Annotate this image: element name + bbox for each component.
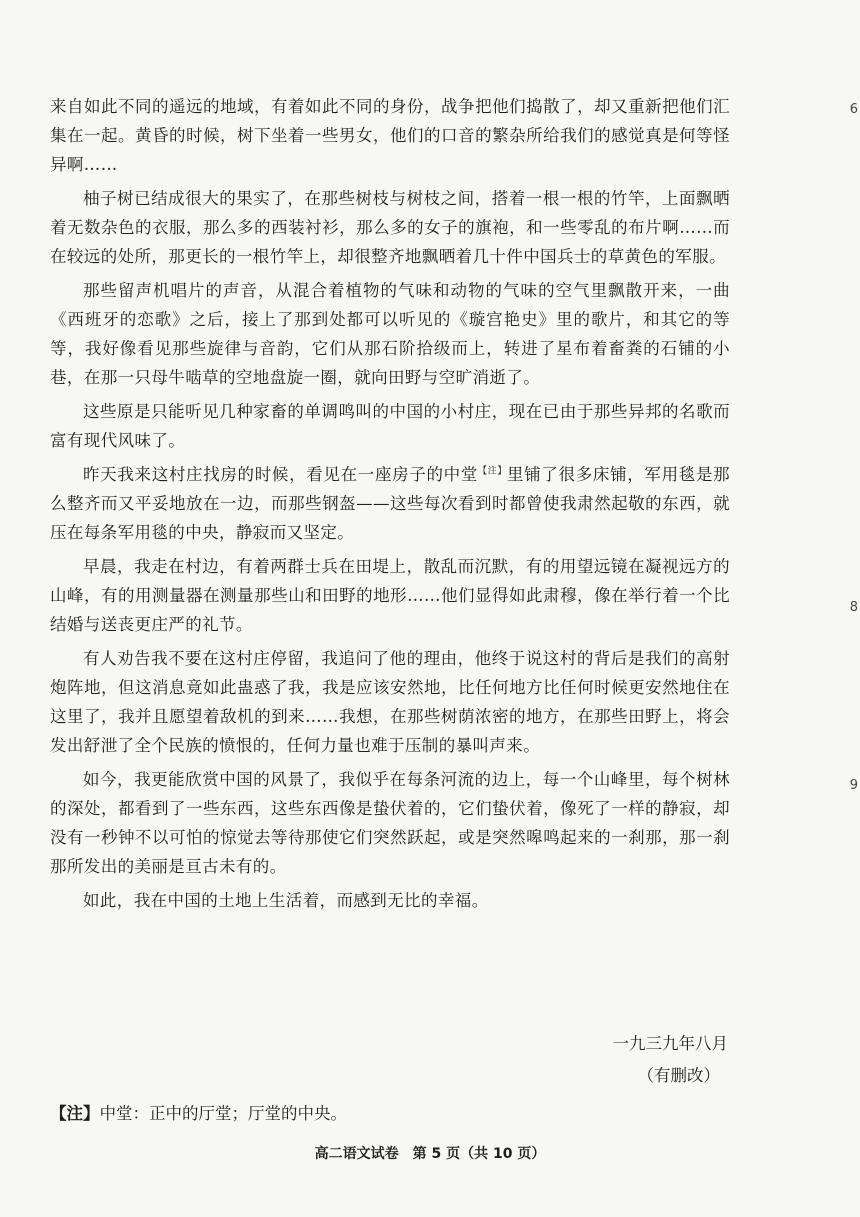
paragraph-9: 如此，我在中国的土地上生活着，而感到无比的幸福。 [83, 891, 489, 910]
footnote-label: 【注】 [50, 1104, 100, 1123]
footnote-text: 中堂：正中的厅堂；厅堂的中央。 [99, 1104, 347, 1123]
paragraph-2: 柚子树已结成很大的果实了，在那些树枝与树枝之间，搭着一根一根的竹竿，上面飘晒着无数杂色的衣服，那么多的西装衬衫，那么多的女子的旗袍，和一些零乱的布片啊……而在较远的处所，那更长的一根竹竿上，却很整齐地飘晒着几十件中国兵士的草黄色的军服。 [50, 189, 730, 266]
note-marker: 【注】 [478, 466, 508, 477]
edited-note: （有删改） [637, 1066, 720, 1085]
paragraph-1: 来自如此不同的遥远的地域，有着如此不同的身份，战争把他们捣散了，却又重新把他们汇集在一起。黄昏的时候，树下坐着一些男女，他们的口音的繁杂所给我们的感觉真是何等怪异啊…… [50, 97, 730, 174]
margin-mark-2: 8 [849, 600, 858, 615]
paragraph-8: 如今，我更能欣赏中国的风景了，我似乎在每条河流的边上，每一个山峰里，每个树林的深处，都看到了一些东西，这些东西像是蛰伏着的，它们蛰伏着，像死了一样的静寂，却没有一秒钟不以可怕的惊觉去等待那使它们突然跃起，或是突然嗥鸣起来的一刹那，那一刹那所发出的美丽是亘古未有的。 [50, 770, 730, 876]
paragraph-3: 那些留声机唱片的声音，从混合着植物的气味和动物的气味的空气里飘散开来，一曲《西班牙的恋歌》之后，接上了那到处都可以听见的《璇宫艳史》里的歌片，和其它的等等，我好像看见那些旋律与音韵，它们从那石阶拾级而上，转进了星布着畜粪的石铺的小巷，在那一只母牛啮草的空地盘旋一圈，就向田野与空旷消逝了。 [50, 281, 730, 387]
article-body [50, 92, 730, 920]
paragraph-5-after: 里铺了很多床铺，军用毯是那么整齐而又平妥地放在一边，而那些钢盔——这些每次看到时都曾使我肃然起敬的东西，就压在每条军用毯的中央，静寂而又坚定。 [50, 465, 731, 542]
margin-mark-3: 9 [849, 778, 858, 793]
paragraph-5 [50, 460, 730, 547]
paragraph-4: 这些原是只能听见几种家畜的单调鸣叫的中国的小村庄，现在已由于那些异邦的名歌而富有现代风味了。 [50, 402, 730, 450]
footnote [50, 1100, 347, 1124]
paragraph-7: 有人劝告我不要在这村庄停留，我追问了他的理由，他终于说这村的背后是我们的高射炮阵地，但这消息竟如此蛊惑了我，我是应该安然地，比任何地方比任何时候更安然地住在这里了，我并且愿望着敌机的到来……我想，在那些树荫浓密的地方，在那些田野上，将会发出舒泄了全个民族的愤恨的，任何力量也难于压制的暴叫声来。 [50, 649, 730, 755]
paragraph-6: 早晨，我走在村边，有着两群士兵在田堤上，散乱而沉默，有的用望远镜在凝视远方的山峰，有的用测量器在测量那些山和田野的地形……他们显得如此肃穆，像在举行着一个比结婚与送丧更庄严的礼节。 [50, 557, 730, 634]
page-footer: 高二语文试卷 第 5 页（共 10 页） [314, 1146, 546, 1162]
paragraph-5-before: 昨天我来这村庄找房的时候，看见在一座房子的中堂 [83, 465, 478, 484]
margin-mark-1: 6 [849, 102, 858, 117]
article-date: 一九三九年八月 [612, 1034, 728, 1053]
